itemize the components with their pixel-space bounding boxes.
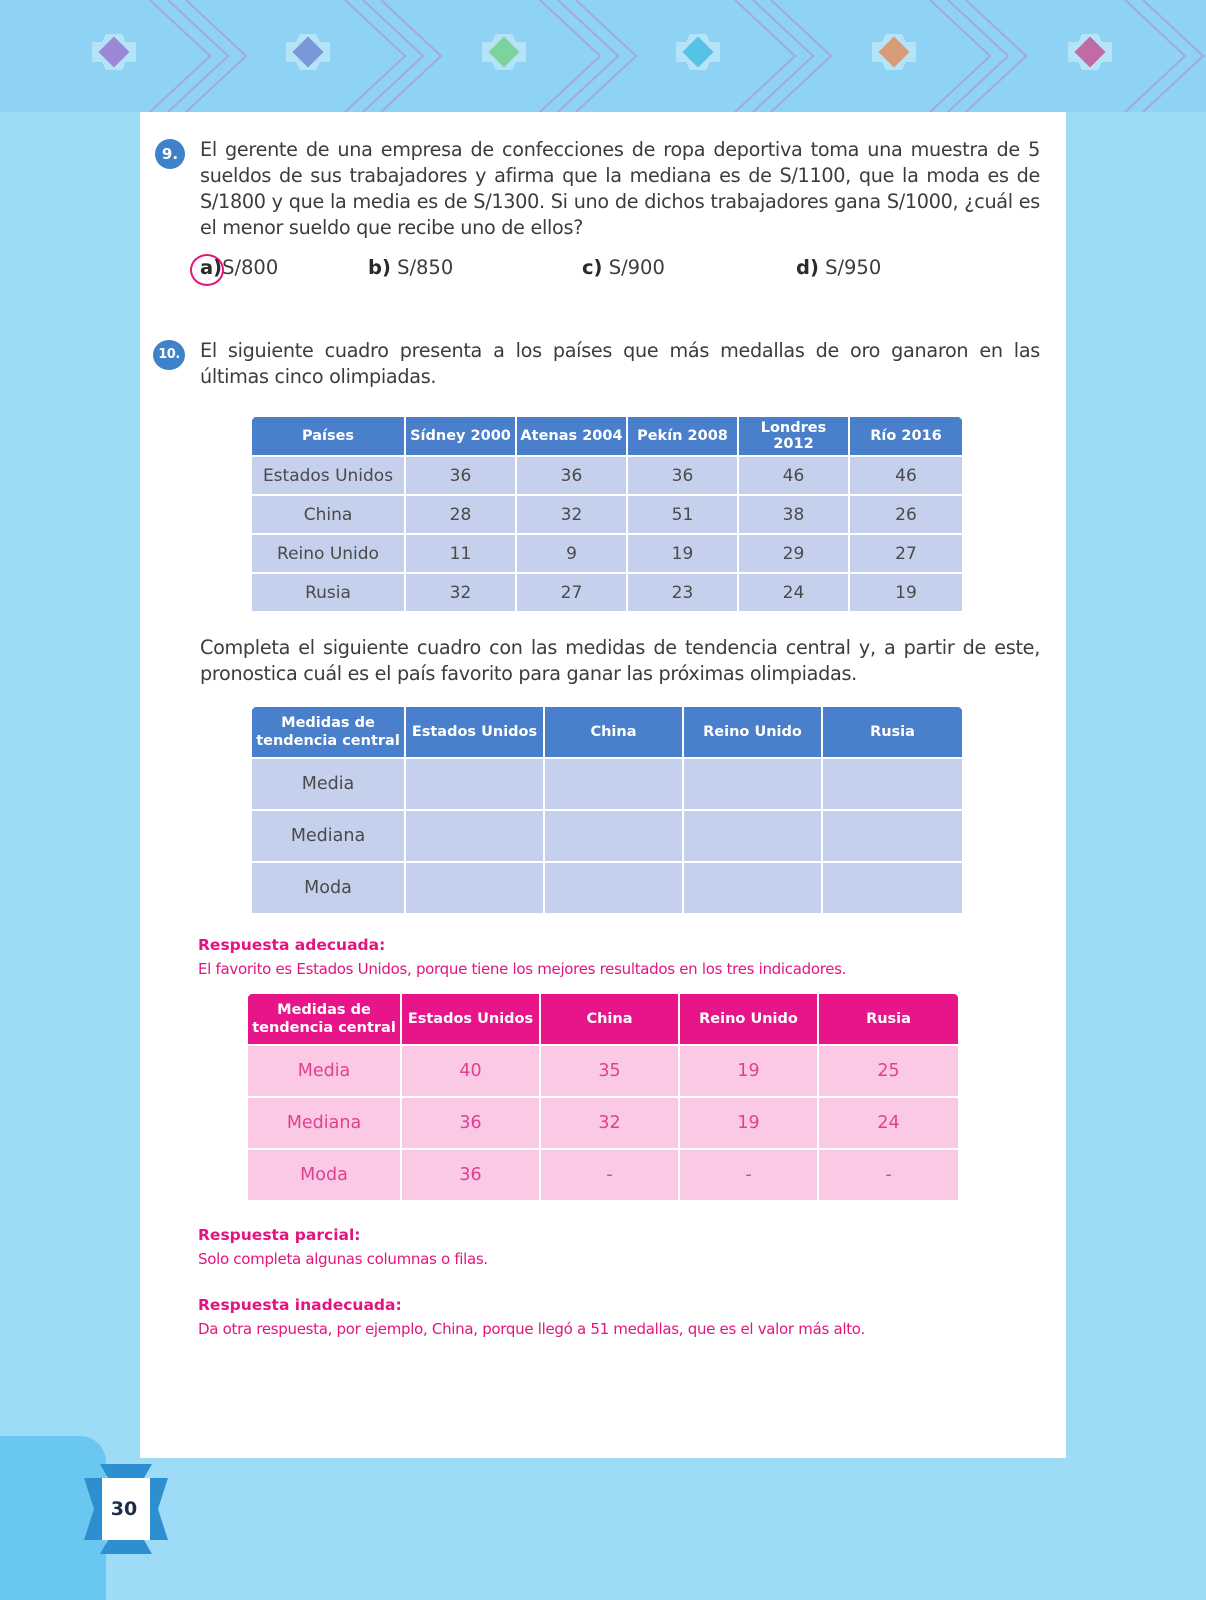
table-header-row: [251, 706, 963, 758]
table-cell: 51: [627, 495, 738, 534]
column-header: Países: [251, 416, 405, 456]
table-cell: 9: [516, 534, 627, 573]
table-row: [251, 573, 963, 612]
column-header: Medidas de tendencia central: [247, 993, 401, 1045]
table-cell: 25: [818, 1045, 959, 1097]
pattern-ornament: [0, 0, 1206, 112]
answer-cell[interactable]: [544, 810, 683, 862]
option-value: S/800: [222, 256, 279, 279]
table-cell: 11: [405, 534, 516, 573]
question-10-text: El siguiente cuadro presenta a los países que más medallas de oro ganaron en las últimas cinco olimpiadas.: [200, 339, 1040, 388]
table-cell: 29: [738, 534, 849, 573]
partial-answer-text: Solo completa algunas columnas o filas.: [198, 1250, 488, 1268]
adequate-answer-text: El favorito es Estados Unidos, porque tiene los mejores resultados en los tres indicadores.: [198, 960, 847, 978]
worksheet: [140, 112, 1066, 1458]
table-cell: 24: [738, 573, 849, 612]
table-cell: 26: [849, 495, 963, 534]
table-cell: 27: [516, 573, 627, 612]
table-cell: -: [679, 1149, 818, 1201]
option-d[interactable]: [796, 256, 881, 279]
column-header: Atenas 2004: [516, 416, 627, 456]
option-label: c): [582, 256, 603, 279]
answer-cell[interactable]: [405, 810, 544, 862]
table-cell: 36: [401, 1149, 540, 1201]
column-header: China: [540, 993, 679, 1045]
table-cell: 28: [405, 495, 516, 534]
column-header: Reino Unido: [683, 706, 822, 758]
answer-cell[interactable]: [822, 810, 963, 862]
table-cell: 24: [818, 1097, 959, 1149]
answer-cell[interactable]: [683, 758, 822, 810]
country-cell: Reino Unido: [251, 534, 405, 573]
answer-cell[interactable]: [544, 862, 683, 914]
table-row: [251, 810, 963, 862]
measure-label: Media: [251, 758, 405, 810]
table-cell: 32: [516, 495, 627, 534]
partial-answer-title: Respuesta parcial:: [198, 1226, 361, 1244]
table-row: [251, 862, 963, 914]
column-header: Estados Unidos: [405, 706, 544, 758]
measure-label: Mediana: [251, 810, 405, 862]
option-label: b): [368, 256, 391, 279]
option-a[interactable]: [200, 256, 278, 279]
table-row: [251, 534, 963, 573]
column-header: Río 2016: [849, 416, 963, 456]
answer-cell[interactable]: [822, 862, 963, 914]
measure-label: Mediana: [247, 1097, 401, 1149]
column-header: Rusia: [822, 706, 963, 758]
table-cell: -: [818, 1149, 959, 1201]
question-9-text: El gerente de una empresa de confecciones de ropa deportiva toma una muestra de 5 sueldos de sus trabajadores y afirma que la mediana es de S/1100, que la moda es de S/1800 y que la media es de S/1300. Si uno de dichos trabajadores gana S/1000, ¿cuál es el menor sueldo que recibe uno de ellos?: [200, 138, 1040, 239]
central-tendency-table: [250, 705, 964, 915]
option-value: S/850: [397, 256, 454, 279]
measure-label: Moda: [247, 1149, 401, 1201]
option-value: S/900: [608, 256, 665, 279]
column-header: Sídney 2000: [405, 416, 516, 456]
table-cell: 36: [405, 456, 516, 495]
page-number: 30: [110, 1498, 138, 1520]
measure-label: Media: [247, 1045, 401, 1097]
answer-cell[interactable]: [405, 862, 544, 914]
country-cell: Estados Unidos: [251, 456, 405, 495]
table-row: [247, 1149, 959, 1201]
decorative-header-band: [0, 0, 1206, 112]
column-header: Estados Unidos: [401, 993, 540, 1045]
answer-cell[interactable]: [822, 758, 963, 810]
table-cell: 32: [405, 573, 516, 612]
adequate-answer-title: Respuesta adecuada:: [198, 936, 386, 954]
option-b[interactable]: [368, 256, 453, 279]
column-header: China: [544, 706, 683, 758]
option-label: d): [796, 256, 819, 279]
inadequate-answer-title: Respuesta inadecuada:: [198, 1296, 402, 1314]
country-cell: China: [251, 495, 405, 534]
table-cell: 36: [627, 456, 738, 495]
table-row: [251, 456, 963, 495]
table-cell: 35: [540, 1045, 679, 1097]
column-header: Reino Unido: [679, 993, 818, 1045]
table-cell: 19: [679, 1097, 818, 1149]
table-cell: 40: [401, 1045, 540, 1097]
question-10-badge: 10.: [153, 340, 185, 370]
table-cell: 36: [516, 456, 627, 495]
answer-cell[interactable]: [544, 758, 683, 810]
instruction-text: Completa el siguiente cuadro con las medidas de tendencia central y, a partir de este, pronostica cuál es el país favorito para ganar las próximas olimpiadas.: [200, 636, 1040, 685]
table-row: [247, 1097, 959, 1149]
column-header: Londres 2012: [738, 416, 849, 456]
country-cell: Rusia: [251, 573, 405, 612]
table-header-row: [251, 416, 963, 456]
medals-table: [250, 415, 964, 613]
column-header: Pekín 2008: [627, 416, 738, 456]
answer-cell[interactable]: [683, 862, 822, 914]
table-row: [251, 495, 963, 534]
table-cell: 27: [849, 534, 963, 573]
column-header: Medidas de tendencia central: [251, 706, 405, 758]
table-row: [247, 1045, 959, 1097]
table-cell: 19: [679, 1045, 818, 1097]
table-cell: 38: [738, 495, 849, 534]
table-cell: 23: [627, 573, 738, 612]
option-c[interactable]: [582, 256, 665, 279]
answer-table: [246, 992, 960, 1202]
answer-cell[interactable]: [683, 810, 822, 862]
answer-cell[interactable]: [405, 758, 544, 810]
question-9-badge: 9.: [155, 139, 185, 169]
table-cell: 36: [401, 1097, 540, 1149]
option-label: a): [200, 256, 223, 279]
table-cell: -: [540, 1149, 679, 1201]
table-header-row: [247, 993, 959, 1045]
table-cell: 19: [627, 534, 738, 573]
table-row: [251, 758, 963, 810]
option-value: S/950: [825, 256, 882, 279]
table-cell: 32: [540, 1097, 679, 1149]
table-cell: 46: [849, 456, 963, 495]
inadequate-answer-text: Da otra respuesta, por ejemplo, China, porque llegó a 51 medallas, que es el valor más alto.: [198, 1320, 865, 1338]
measure-label: Moda: [251, 862, 405, 914]
table-cell: 46: [738, 456, 849, 495]
column-header: Rusia: [818, 993, 959, 1045]
table-cell: 19: [849, 573, 963, 612]
